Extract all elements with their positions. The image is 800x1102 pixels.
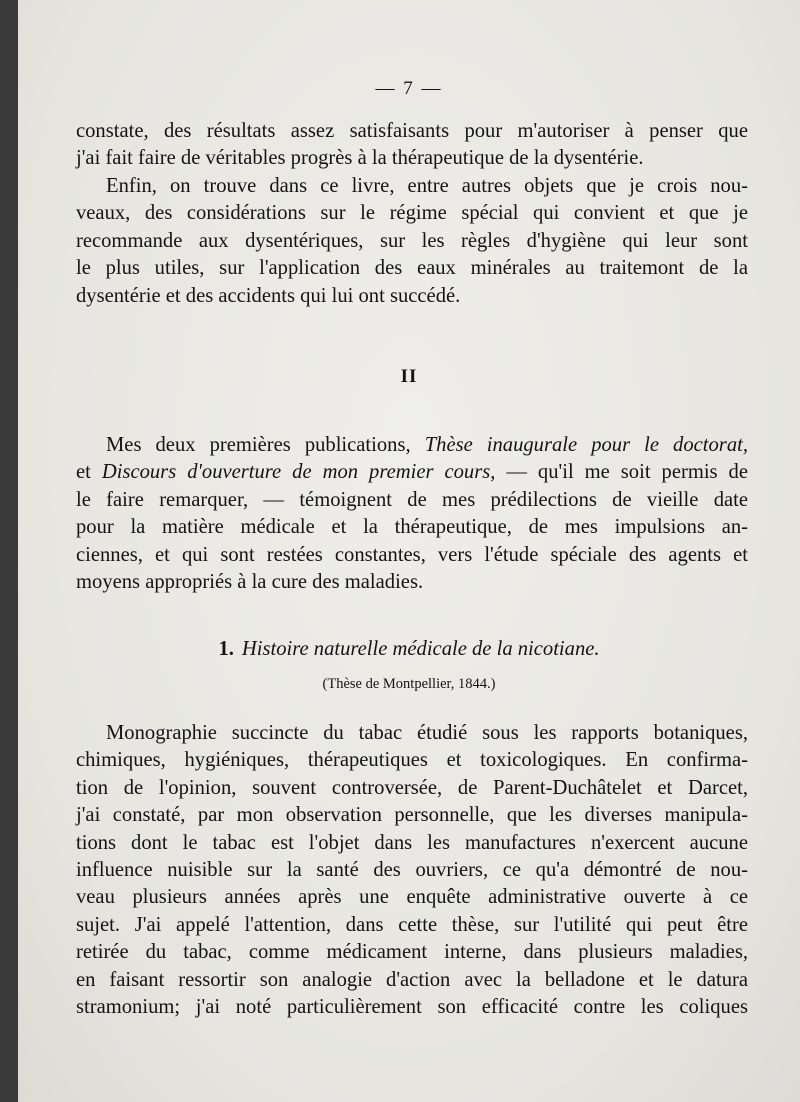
text-line: veaux, des considérations sur le régime spécial qui convient et que je [76,202,748,225]
paragraph-enfin [76,173,748,310]
text-line: en faisant ressortir son analogie d'action avec la belladone et le datura [76,968,748,991]
text-line: recommande aux dysentériques, sur les règles d'hygiène qui leur sont [76,229,748,252]
text-line: chimiques, hygiéniques, thérapeutiques et toxicologiques. En confirma- [76,749,748,772]
text-line: stramonium; j'ai noté particulièrement son efficacité contre les coliques [76,996,748,1019]
text-line: Monographie succincte du tabac étudié sous les rapports botaniques, [106,722,748,744]
text-line: tions dont le tabac est l'objet dans les manufactures n'exercent aucune [76,831,748,854]
paragraph-publications [76,432,748,596]
text-line [76,459,748,486]
text-line: dysentérie et des accidents qui lui ont succédé. [76,284,461,307]
text-line: le faire remarquer, — témoignent de mes prédilections de vieille date [76,488,748,511]
text-line: j'ai fait faire de véritables progrès à la thérapeutique de la dysentérie. [76,147,644,170]
entry-title [18,638,800,661]
italic-title: Thèse inaugurale pour le doctorat, [424,434,748,456]
paragraph-continuation [76,118,748,173]
entry-number: 1. [218,638,234,660]
text-line [76,432,748,459]
text-line: Enfin, on trouve dans ce livre, entre autres objets que je crois nou- [106,175,748,197]
entry-source: (Thèse de Montpellier, 1844.) [322,676,496,692]
text-line: sujet. J'ai appelé l'attention, dans cette thèse, sur l'utilité qui peut être [76,913,748,936]
text-run: , — qu'il me soit permis de [490,461,748,484]
italic-title: Discours d'ouverture de mon premier cours [101,461,491,484]
text-line: j'ai constaté, par mon observation personnelle, que les diverses manipula- [76,804,748,827]
section-heading: II [400,366,418,387]
entry-title-text: Histoire naturelle médicale de la nicotiane. [241,638,600,660]
text-run: et [76,461,102,484]
text-line: tion de l'opinion, souvent controversée, de Parent-Duchâtelet et Darcet, [76,776,748,799]
text-line: ciennes, et qui sont restées constantes, vers l'étude spéciale des agents et [76,543,748,566]
text-run: Mes deux premières publications, [106,434,425,456]
text-line: constate, des résultats assez satisfaisants pour m'autoriser à penser que [76,120,748,142]
text-line: retirée du tabac, comme médicament interne, dans plusieurs maladies, [76,941,748,964]
page-number: — 7 — [375,78,443,99]
text-line: veau plusieurs années après une enquête administrative ouverte à ce [76,886,748,909]
text-line: pour la matière médicale et la thérapeutique, de mes impulsions an- [76,516,748,539]
text-line: moyens appropriés à la cure des maladies. [76,571,424,594]
text-line: influence nuisible sur la santé des ouvriers, ce qu'a démontré de nou- [76,859,748,882]
document-page [18,0,800,1102]
paragraph-monographie [76,720,748,1021]
text-line: le plus utiles, sur l'application des eaux minérales au traitemont de la [76,257,748,280]
